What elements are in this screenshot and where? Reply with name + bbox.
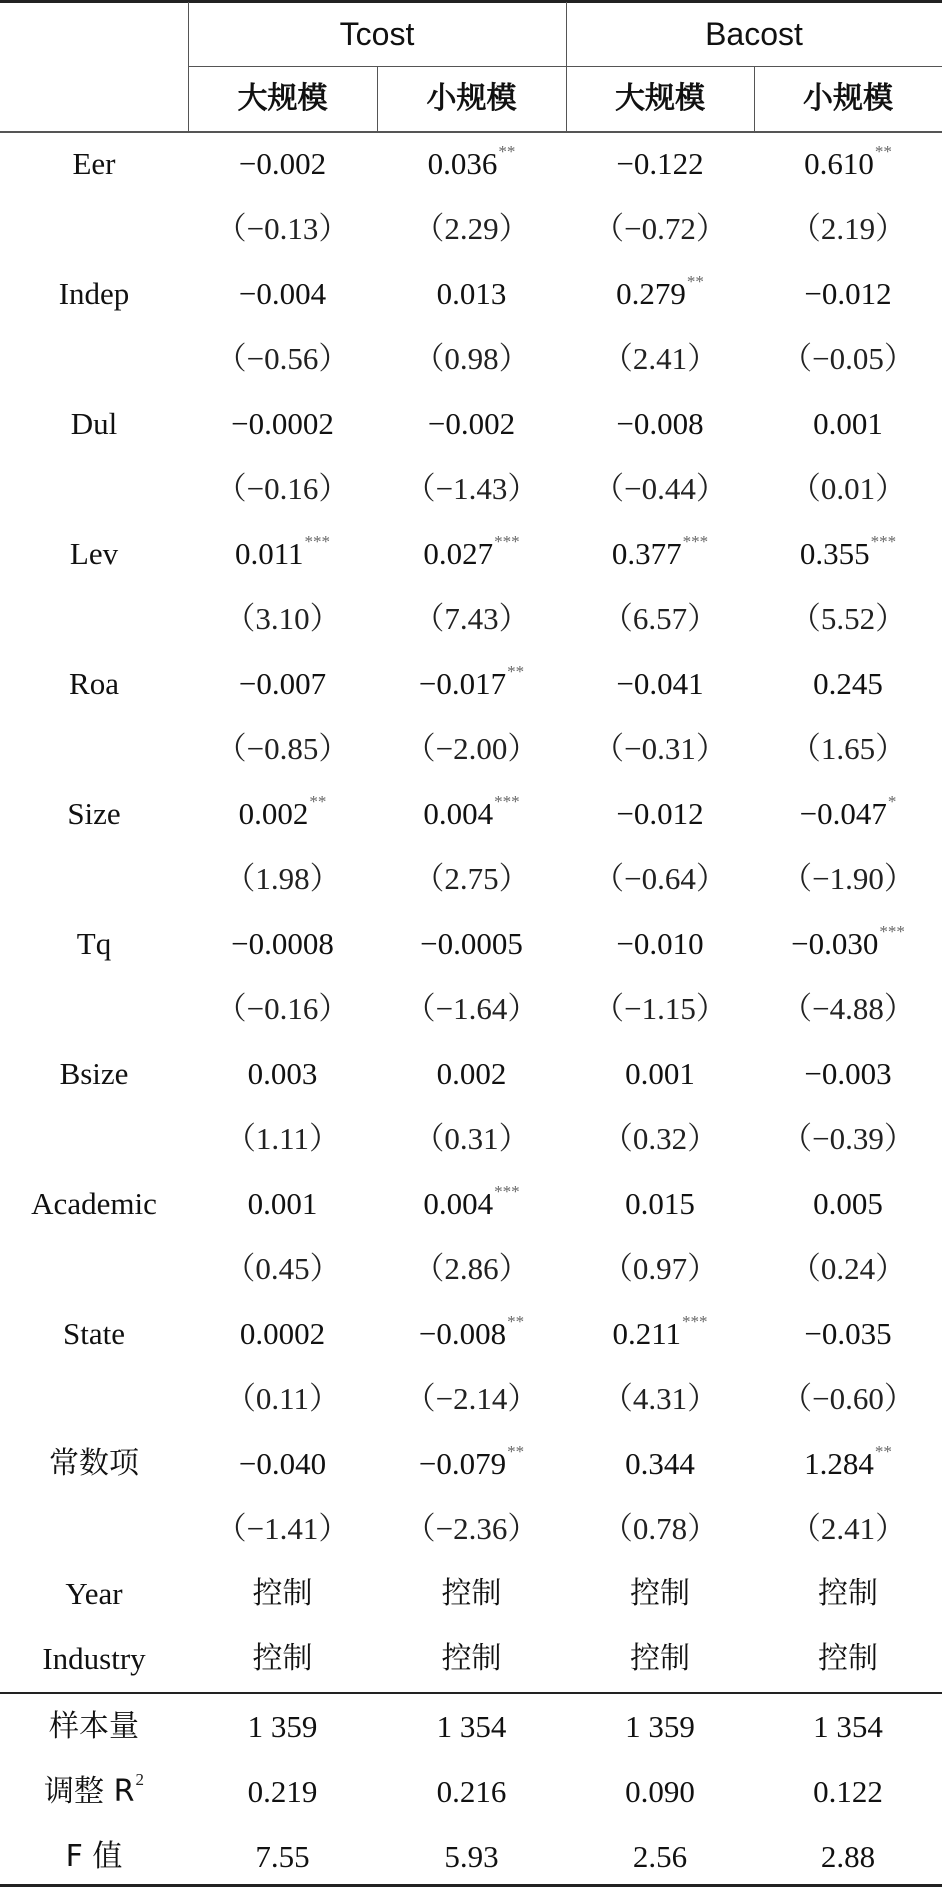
header-vertical-line xyxy=(754,66,755,131)
row-label: Size xyxy=(67,796,121,831)
footer-cell: 0.122 xyxy=(813,1774,883,1809)
header-divider xyxy=(188,66,942,67)
footer-cell: 1 359 xyxy=(247,1709,318,1744)
significance-stars: *** xyxy=(870,532,897,551)
coef-value: −0.007 xyxy=(238,666,327,701)
t-stat-cell: （3.10） xyxy=(224,601,341,636)
t-stat-cell: （−0.44） xyxy=(593,471,727,506)
control-cell: 控制 xyxy=(630,1640,690,1676)
coef-cell xyxy=(566,1301,754,1366)
coef-value: 0.002 xyxy=(436,1056,507,1091)
coef-value: 0.355 xyxy=(799,536,870,571)
footer-cell: 7.55 xyxy=(255,1839,310,1874)
coef-value: −0.008 xyxy=(418,1316,507,1351)
coef-cell xyxy=(188,781,377,846)
row-label: Academic xyxy=(31,1186,157,1221)
coef-cell xyxy=(754,131,942,196)
header-vertical-line xyxy=(377,66,378,131)
t-stat-cell: （−1.15） xyxy=(593,991,727,1026)
coef-value: 0.0002 xyxy=(239,1316,326,1351)
coef-value: −0.079 xyxy=(418,1446,507,1481)
footer-cell: 5.93 xyxy=(444,1839,499,1874)
significance-stars: *** xyxy=(494,532,520,551)
coef-cell xyxy=(188,521,377,586)
row-label: Eer xyxy=(72,146,116,181)
significance-stars: ** xyxy=(874,1442,892,1461)
coef-value: 0.344 xyxy=(625,1446,695,1481)
superscript: 2 xyxy=(135,1770,144,1789)
control-cell: 控制 xyxy=(441,1640,502,1676)
coef-value: 0.245 xyxy=(813,666,883,701)
t-stat-cell: （7.43） xyxy=(413,601,530,636)
coef-value: −0.035 xyxy=(804,1316,892,1351)
coef-cell xyxy=(188,1301,377,1366)
coef-cell xyxy=(566,1041,754,1106)
group-header-bacost: Bacost xyxy=(705,16,803,52)
coef-value: 1.284 xyxy=(804,1446,874,1481)
control-cell: 控制 xyxy=(818,1575,878,1611)
header-vertical-line xyxy=(188,2,189,131)
t-stat-cell: （−0.05） xyxy=(781,341,915,376)
coef-cell xyxy=(377,1171,566,1236)
footer-cell: 2.88 xyxy=(820,1839,876,1874)
row-label-blank xyxy=(0,1496,188,1561)
footer-cell: 1 359 xyxy=(625,1709,695,1744)
coef-value: 0.610 xyxy=(804,146,874,181)
coef-value: 0.377 xyxy=(611,536,682,571)
significance-stars: ** xyxy=(507,662,525,681)
significance-stars: ** xyxy=(874,142,892,161)
t-stat-cell: （−0.56） xyxy=(215,341,350,376)
footer-cell: 1 354 xyxy=(813,1709,883,1744)
t-stat-cell: （0.11） xyxy=(224,1381,341,1416)
row-label: 常数项 xyxy=(49,1445,139,1481)
coef-value: 0.013 xyxy=(436,276,507,311)
row-label-blank xyxy=(0,326,188,391)
t-stat-cell: （−0.64） xyxy=(593,861,727,896)
significance-stars: *** xyxy=(682,1312,708,1331)
coef-value: −0.002 xyxy=(427,406,516,441)
header-vertical-line xyxy=(566,2,567,131)
subgroup-header: 小规模 xyxy=(426,80,517,116)
t-stat-cell: （2.19） xyxy=(789,211,907,246)
coef-cell xyxy=(566,651,754,716)
coef-cell xyxy=(377,261,566,326)
control-cell: 控制 xyxy=(818,1640,878,1676)
t-stat-cell: （−0.31） xyxy=(593,731,727,766)
footer-label-text: 调整 R xyxy=(44,1773,135,1809)
coef-cell xyxy=(754,391,942,456)
coef-value: 0.004 xyxy=(423,796,494,831)
coef-cell xyxy=(377,1041,566,1106)
coef-cell xyxy=(377,131,566,196)
t-stat-cell: （0.98） xyxy=(413,341,530,376)
coef-value: −0.012 xyxy=(616,796,704,831)
row-label: Dul xyxy=(70,406,118,441)
t-stat-cell: （−4.88） xyxy=(781,991,915,1026)
coef-value: 0.004 xyxy=(423,1186,494,1221)
coef-cell xyxy=(188,261,377,326)
coef-cell xyxy=(377,651,566,716)
t-stat-cell: （2.86） xyxy=(413,1251,530,1286)
row-label: Bsize xyxy=(59,1056,129,1091)
significance-stars: *** xyxy=(494,792,520,811)
footer-label xyxy=(0,1759,188,1824)
row-label: Indep xyxy=(58,276,130,311)
row-label-blank xyxy=(0,976,188,1041)
t-stat-cell: （2.29） xyxy=(413,211,530,246)
coef-value: −0.012 xyxy=(804,276,892,311)
coef-value: −0.010 xyxy=(616,926,704,961)
coef-value: −0.047 xyxy=(799,796,887,831)
subgroup-header: 大规模 xyxy=(237,80,328,116)
row-label: State xyxy=(63,1316,125,1351)
footer-cell: 0.219 xyxy=(247,1774,318,1809)
coef-cell xyxy=(566,781,754,846)
significance-stars: *** xyxy=(682,532,709,551)
row-label-blank xyxy=(0,586,188,651)
coef-cell xyxy=(566,131,754,196)
coef-cell xyxy=(377,1431,566,1496)
coef-value: 0.027 xyxy=(423,536,494,571)
coef-value: −0.017 xyxy=(418,666,507,701)
coef-value: −0.002 xyxy=(238,146,327,181)
t-stat-cell: （−2.00） xyxy=(404,731,539,766)
t-stat-cell: （0.97） xyxy=(601,1251,719,1286)
t-stat-cell: （−0.16） xyxy=(215,991,350,1026)
t-stat-cell: （0.24） xyxy=(789,1251,907,1286)
row-label-blank xyxy=(0,846,188,911)
coef-value: 0.211 xyxy=(612,1316,682,1351)
coef-value: 0.001 xyxy=(813,406,883,441)
coef-cell xyxy=(566,521,754,586)
row-label-blank xyxy=(0,456,188,521)
t-stat-cell: （0.45） xyxy=(224,1251,341,1286)
t-stat-cell: （1.11） xyxy=(224,1121,341,1156)
t-stat-cell: （−1.43） xyxy=(404,471,539,506)
t-stat-cell: （−0.72） xyxy=(593,211,727,246)
subgroup-header: 小规模 xyxy=(803,80,893,116)
coef-cell xyxy=(188,1041,377,1106)
t-stat-cell: （−0.39） xyxy=(781,1121,915,1156)
coef-cell xyxy=(754,651,942,716)
coef-cell xyxy=(566,1431,754,1496)
coef-cell xyxy=(754,261,942,326)
coef-cell xyxy=(377,391,566,456)
control-cell: 控制 xyxy=(252,1575,313,1611)
t-stat-cell: （0.32） xyxy=(601,1121,719,1156)
coef-cell xyxy=(377,1301,566,1366)
subgroup-header: 大规模 xyxy=(615,80,705,116)
coef-value: −0.041 xyxy=(616,666,704,701)
coef-cell xyxy=(188,131,377,196)
t-stat-cell: （5.52） xyxy=(789,601,907,636)
coef-value: −0.040 xyxy=(238,1446,327,1481)
coef-cell xyxy=(188,911,377,976)
coef-value: 0.005 xyxy=(813,1186,883,1221)
significance-stars: * xyxy=(887,792,897,811)
row-label: Tq xyxy=(76,926,112,961)
row-label: Roa xyxy=(69,666,119,701)
coef-value: −0.004 xyxy=(238,276,327,311)
footer-label-text: F 值 xyxy=(65,1838,123,1874)
footer-label xyxy=(0,1694,188,1759)
footer-label xyxy=(0,1824,188,1889)
t-stat-cell: （2.41） xyxy=(601,341,719,376)
coef-value: 0.279 xyxy=(616,276,686,311)
significance-stars: ** xyxy=(686,272,704,291)
significance-stars: *** xyxy=(879,922,905,941)
coef-cell xyxy=(188,1171,377,1236)
coef-cell xyxy=(754,1041,942,1106)
coef-cell xyxy=(188,651,377,716)
coef-value: −0.008 xyxy=(616,406,704,441)
control-label: Industry xyxy=(42,1641,146,1676)
footer-cell: 0.216 xyxy=(436,1774,507,1809)
t-stat-cell: （−0.13） xyxy=(215,211,350,246)
control-cell: 控制 xyxy=(630,1575,690,1611)
row-label-blank xyxy=(0,1106,188,1171)
t-stat-cell: （−1.64） xyxy=(404,991,539,1026)
t-stat-cell: （1.98） xyxy=(224,861,341,896)
group-header-tcost: Tcost xyxy=(339,16,415,52)
coef-cell xyxy=(377,781,566,846)
t-stat-cell: （−1.90） xyxy=(781,861,915,896)
coef-cell xyxy=(188,1431,377,1496)
coef-value: −0.0005 xyxy=(420,926,523,961)
footer-label-text: 样本量 xyxy=(49,1708,139,1744)
t-stat-cell: （−0.16） xyxy=(215,471,350,506)
significance-stars: ** xyxy=(507,1312,525,1331)
coef-value: 0.001 xyxy=(625,1056,695,1091)
row-label-blank xyxy=(0,716,188,781)
footer-cell: 2.56 xyxy=(632,1839,688,1874)
t-stat-cell: （1.65） xyxy=(789,731,907,766)
t-stat-cell: （2.41） xyxy=(789,1511,907,1546)
coef-cell xyxy=(754,521,942,586)
coef-value: −0.122 xyxy=(616,146,704,181)
coef-value: −0.003 xyxy=(804,1056,892,1091)
coef-value: 0.003 xyxy=(247,1056,318,1091)
t-stat-cell: （−2.14） xyxy=(404,1381,539,1416)
coef-cell xyxy=(188,391,377,456)
control-cell: 控制 xyxy=(441,1575,502,1611)
t-stat-cell: （4.31） xyxy=(601,1381,719,1416)
t-stat-cell: （−2.36） xyxy=(404,1511,539,1546)
t-stat-cell: （0.78） xyxy=(601,1511,719,1546)
t-stat-cell: （−0.60） xyxy=(781,1381,915,1416)
coef-value: 0.015 xyxy=(625,1186,695,1221)
coef-cell xyxy=(566,391,754,456)
t-stat-cell: （0.31） xyxy=(413,1121,530,1156)
control-cell: 控制 xyxy=(252,1640,313,1676)
row-label-blank xyxy=(0,1236,188,1301)
coef-value: −0.0002 xyxy=(231,406,334,441)
coef-cell xyxy=(566,261,754,326)
t-stat-cell: （−1.41） xyxy=(215,1511,350,1546)
row-label: Lev xyxy=(69,536,119,571)
t-stat-cell: （−0.85） xyxy=(215,731,350,766)
significance-stars: ** xyxy=(309,792,327,811)
coef-cell xyxy=(754,1301,942,1366)
coef-value: 0.002 xyxy=(238,796,309,831)
significance-stars: ** xyxy=(498,142,516,161)
t-stat-cell: （6.57） xyxy=(601,601,719,636)
coef-value: 0.011 xyxy=(234,536,304,571)
footer-cell: 1 354 xyxy=(436,1709,507,1744)
coef-cell xyxy=(754,1171,942,1236)
significance-stars: ** xyxy=(507,1442,525,1461)
coef-cell xyxy=(377,521,566,586)
row-label-blank xyxy=(0,1366,188,1431)
coef-value: −0.030 xyxy=(791,926,879,961)
t-stat-cell: （2.75） xyxy=(413,861,530,896)
coef-value: −0.0008 xyxy=(231,926,334,961)
significance-stars: *** xyxy=(494,1182,520,1201)
coef-cell xyxy=(377,911,566,976)
footer-cell: 0.090 xyxy=(625,1774,695,1809)
coef-cell xyxy=(566,1171,754,1236)
coef-value: 0.036 xyxy=(427,146,498,181)
row-label-blank xyxy=(0,196,188,261)
t-stat-cell: （0.01） xyxy=(789,471,907,506)
coef-cell xyxy=(754,1431,942,1496)
coef-cell xyxy=(754,781,942,846)
control-label: Year xyxy=(65,1576,123,1611)
significance-stars: *** xyxy=(304,532,331,551)
coef-cell xyxy=(566,911,754,976)
coef-value: 0.001 xyxy=(247,1186,318,1221)
coef-cell xyxy=(754,911,942,976)
